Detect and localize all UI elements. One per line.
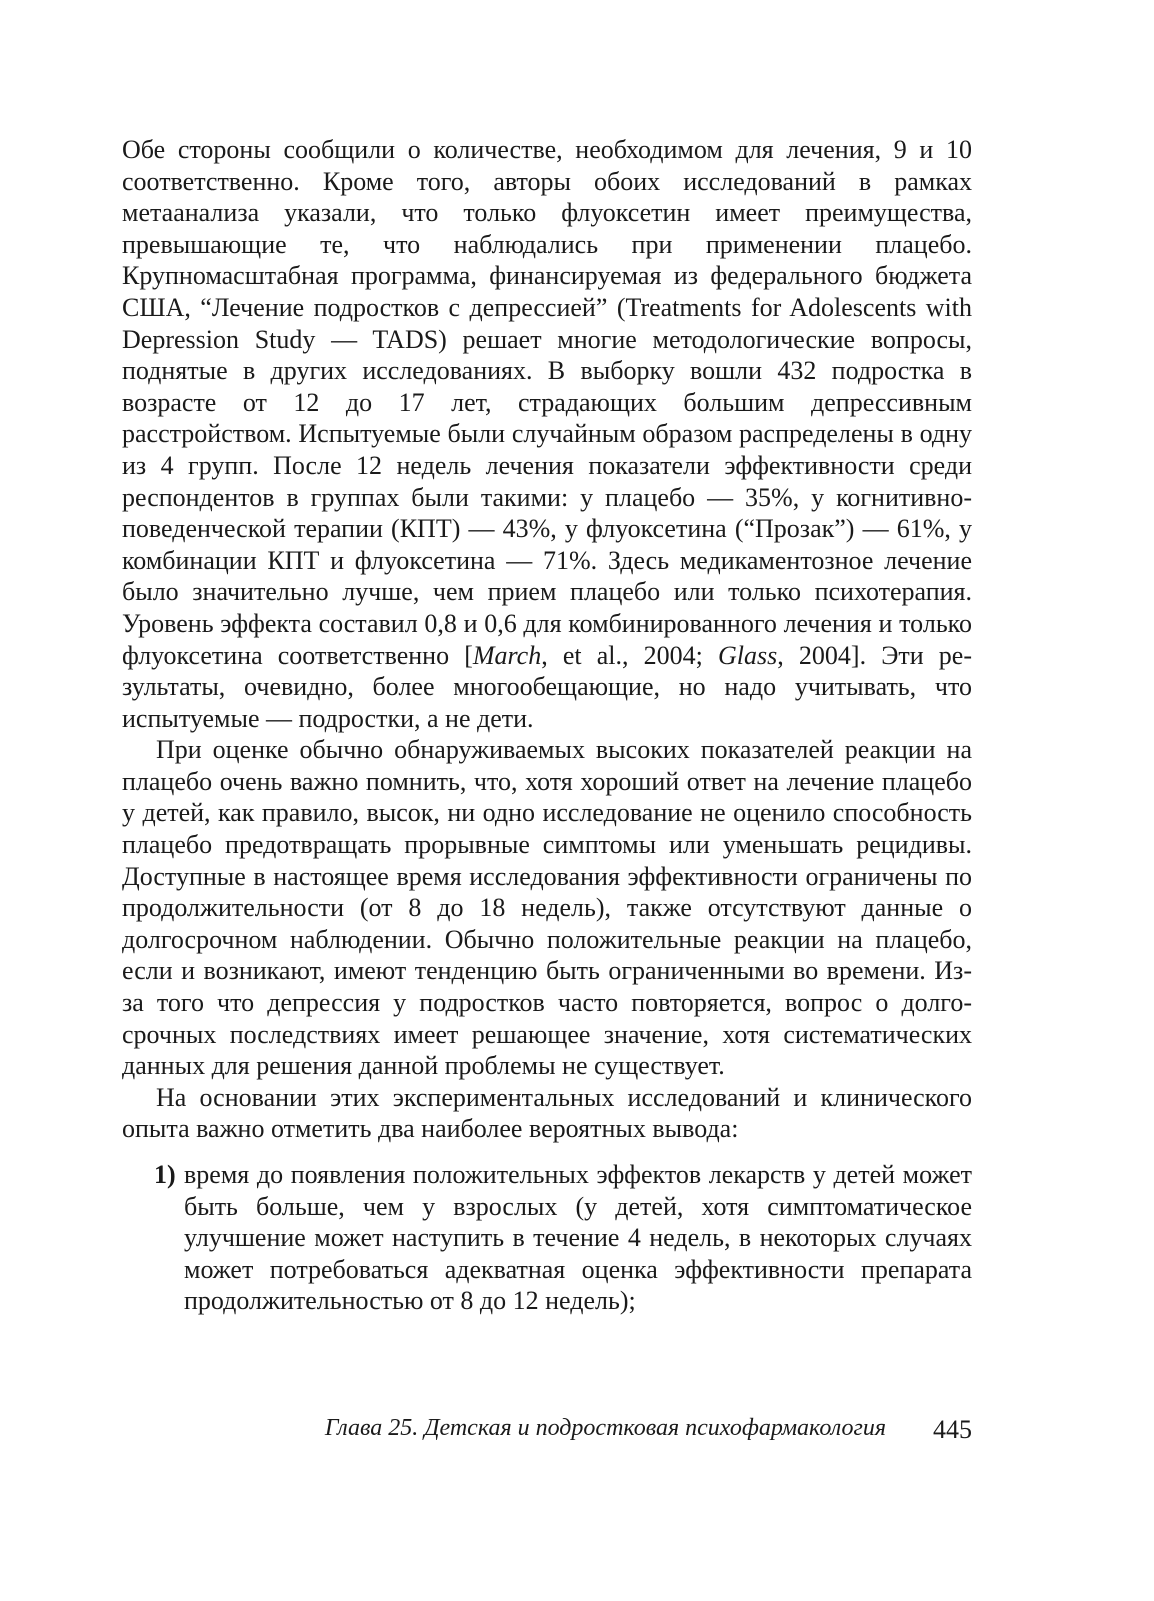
citation-author-march: March <box>472 640 542 670</box>
page-footer <box>122 1415 972 1449</box>
running-title: Глава 25. Детская и подростковая психофармакология <box>324 1415 886 1441</box>
list-item-text: время до появления положительных эффектов лекарств у детей может быть больше, чем у взрослых (у детей, хотя симптоматическое улучшение может наступить в течение 4 недель, в некоторых случаях может потребоваться адекватная оценка эффективности препарата продолжительностью от 8 до 12 недель); <box>184 1160 972 1316</box>
paragraph-2-text: При оценке обычно обнаруживаемых высоких показателей реакции на плацебо очень важно помнить, что, хотя хороший ответ на лечение плацебо у детей, как правило, высок, ни одно исследование не оценило способность плацебо предотвращать прорывные симптомы или уменьшать рецидивы. Доступные в настоящее время исследования эффективности ограничены по продолжительности (от 8 до 18 недель), также отсутствуют данные о долгосрочном наблюдении. Обычно положительные реакции на плацебо, если и возникают, имеют тенденцию быть ограниченными во времени. Из-за того что депрессия у подростков часто повторяется, вопрос о долгосрочных последствиях имеет решающее значение, хотя систематических данных для решения данной проблемы не существует. <box>122 735 972 1081</box>
paragraph-2 <box>122 734 972 1082</box>
paragraph-3-text: На основании этих экспериментальных исследований и клинического опыта важно отметить два наиболее вероятных вывода: <box>122 1082 972 1144</box>
paragraph-1 <box>122 134 972 734</box>
paragraph-1-part-1: Обе стороны сообщили о количестве, необходимом для лечения, 9 и 10 соответственно. Кроме того, авторы обоих исследований в рамках метаанализа указали, что только флуоксетин имеет преимущества, превышающие те, что наблюдались при применении плацебо. Крупномасштабная программа, финансируемая из федерального бюджета США, “Лечение подростков с депрессией” (Treatments for Adolescents with Depression Study — TADS) решает многие методологические вопросы, поднятые в других исследованиях. В выборку вошли 432 подростка в возрасте от 12 до 17 лет, страдающих большим депрессивным расстройством. Испытуемые были случайным образом распределены в одну из 4 групп. После 12 недель лечения показатели эффективности среди респондентов в группах были такими: у плацебо — 35%, у когнитивно-поведенческой терапии (КПТ) — 43%, у флуоксетина (“Прозак”) — 61%, у комбинации КПТ и флуоксетина — 71%. Здесь медикаментозное лечение было значительно лучше, чем прием плацебо или только психотерапия. Уровень эффекта составил 0,8 и 0,6 для комбинированного лечения и только флуоксетина соответственно [ <box>122 135 972 670</box>
citation-author-glass: Glass <box>718 640 778 670</box>
paragraph-1-part-5: , 2004]. Эти результаты, очевидно, более многообещающие, но надо учитывать, что испытуемые — подростки, а не дети. <box>122 640 972 733</box>
paragraph-3 <box>122 1082 972 1145</box>
list-item-number: 1) <box>154 1160 176 1189</box>
list-item <box>122 1159 972 1317</box>
conclusions-list <box>122 1159 972 1317</box>
page-number: 445 <box>933 1415 972 1444</box>
body-text <box>122 134 972 1317</box>
paragraph-1-part-3: , et al., 2004; <box>541 640 719 670</box>
